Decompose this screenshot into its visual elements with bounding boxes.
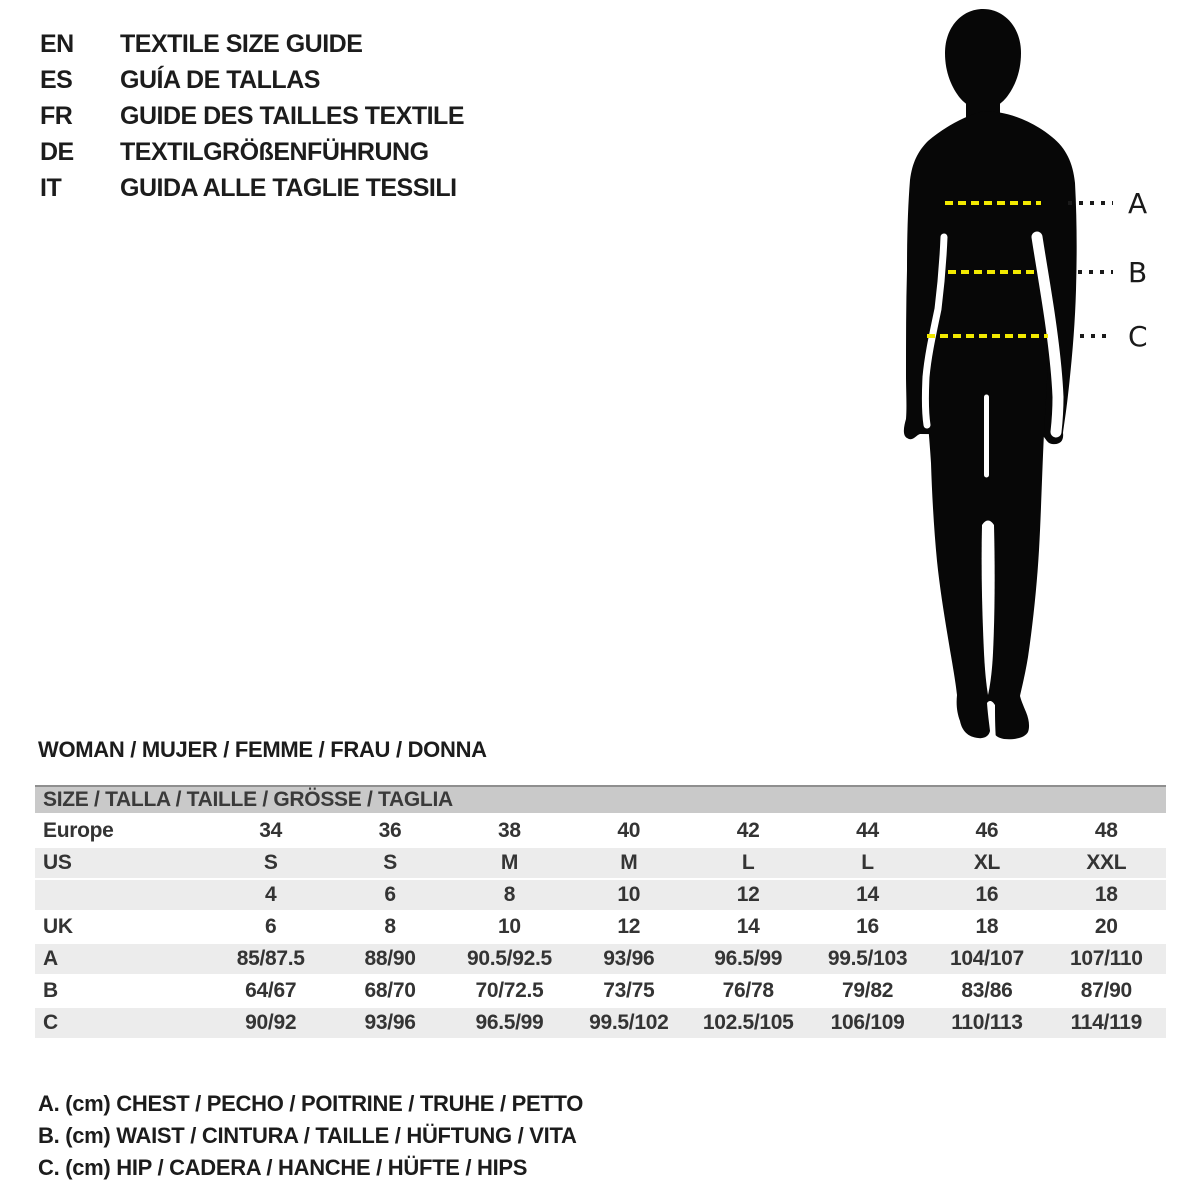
section-title: WOMAN / MUJER / FEMME / FRAU / DONNA (38, 737, 487, 762)
size-value: 93/96 (603, 947, 655, 970)
size-value: 93/96 (364, 1011, 416, 1034)
guide-title: TEXTILGRÖßENFÜHRUNG (120, 137, 429, 166)
language-row (40, 26, 464, 62)
row-label: UK (43, 915, 73, 938)
size-value: 36 (378, 819, 402, 842)
size-value: XXL (1086, 851, 1127, 874)
size-value: 107/110 (1069, 947, 1143, 970)
measurement-legend (38, 1088, 583, 1184)
size-value: 40 (617, 819, 641, 842)
language-code: ES (40, 65, 73, 94)
size-value: 6 (384, 883, 396, 906)
table-row (35, 848, 1166, 880)
row-label: B (43, 979, 58, 1002)
size-value: 48 (1094, 819, 1118, 842)
size-value: XL (973, 851, 1001, 874)
size-value: L (861, 851, 874, 874)
size-value: 88/90 (364, 947, 416, 970)
table-row (35, 912, 1166, 944)
size-value: 38 (498, 819, 521, 842)
language-code: IT (40, 173, 62, 202)
size-value: 79/82 (842, 979, 894, 1002)
legend-line: C. (cm) HIP / CADERA / HANCHE / HÜFTE / HIPS (38, 1155, 528, 1180)
size-value: 96.5/99 (475, 1011, 544, 1034)
size-value: 18 (1094, 883, 1118, 906)
row-label: Europe (43, 819, 114, 842)
silhouette-body (904, 9, 1077, 740)
language-row (40, 62, 464, 98)
size-value: 90.5/92.5 (466, 947, 552, 970)
size-table (35, 785, 1166, 1040)
size-value: 87/90 (1080, 979, 1132, 1002)
table-row (35, 976, 1166, 1008)
size-value: 14 (856, 883, 879, 906)
guide-title: GUÍA DE TALLAS (120, 65, 320, 94)
size-value: 104/107 (950, 947, 1024, 970)
size-value: 85/87.5 (236, 947, 305, 970)
size-value: L (741, 851, 755, 874)
size-value: 12 (736, 883, 760, 906)
size-value: 99.5/103 (827, 947, 908, 970)
language-code: EN (40, 29, 74, 58)
table-row (35, 880, 1166, 912)
size-value: 8 (384, 915, 396, 938)
row-label: A (43, 947, 58, 970)
size-value: 12 (617, 915, 641, 938)
size-value: 18 (975, 915, 999, 938)
row-label: US (43, 851, 72, 874)
size-value: 34 (259, 819, 283, 842)
size-value: 70/72.5 (475, 979, 544, 1002)
language-code: FR (40, 101, 73, 130)
woman-silhouette (880, 5, 1200, 745)
legend-line: B. (cm) WAIST / CINTURA / TAILLE / HÜFTUNG / VITA (38, 1123, 577, 1148)
size-value: 4 (264, 883, 277, 906)
size-value: 68/70 (364, 979, 416, 1002)
size-value: 20 (1094, 915, 1118, 938)
size-value: 10 (617, 883, 641, 906)
table-row (35, 944, 1166, 976)
size-value: 16 (856, 915, 879, 938)
size-table-header: SIZE / TALLA / TAILLE / GRÖSSE / TAGLIA (35, 785, 1166, 813)
language-row (40, 98, 464, 134)
size-value: 64/67 (245, 979, 297, 1002)
size-value: 114/119 (1070, 1011, 1143, 1034)
size-value: 102.5/105 (702, 1011, 794, 1034)
table-row (35, 816, 1166, 848)
size-value: 96.5/99 (714, 947, 783, 970)
size-value: M (620, 851, 638, 874)
row-label: C (43, 1011, 58, 1034)
language-row (40, 170, 464, 206)
size-value: 46 (975, 819, 999, 842)
size-value: 10 (498, 915, 521, 938)
size-value: 90/92 (245, 1011, 297, 1034)
size-figure (880, 5, 1200, 745)
language-guide (40, 26, 464, 206)
size-value: 76/78 (722, 979, 774, 1002)
hip-label: C (1128, 320, 1148, 353)
size-value: S (263, 851, 278, 874)
language-row (40, 134, 464, 170)
size-value: S (383, 851, 397, 874)
language-code: DE (40, 137, 74, 166)
size-value: 106/109 (830, 1011, 905, 1034)
chest-label: A (1128, 187, 1148, 220)
guide-title: TEXTILE SIZE GUIDE (120, 29, 363, 58)
guide-title: GUIDE DES TAILLES TEXTILE (120, 101, 465, 130)
size-value: 8 (503, 883, 516, 906)
size-value: 99.5/102 (589, 1011, 669, 1034)
legend-line: A. (cm) CHEST / PECHO / POITRINE / TRUHE / PETTO (38, 1091, 584, 1116)
waist-label: B (1128, 256, 1148, 289)
table-row (35, 1008, 1166, 1040)
size-value: 44 (856, 819, 879, 842)
size-value: 110/113 (951, 1011, 1023, 1034)
size-value: 6 (264, 915, 277, 938)
size-value: 42 (736, 819, 760, 842)
size-value: 73/75 (603, 979, 655, 1002)
size-value: 14 (736, 915, 760, 938)
size-value: M (500, 851, 519, 874)
size-value: 16 (975, 883, 999, 906)
size-value: 83/86 (961, 979, 1013, 1002)
guide-title: GUIDA ALLE TAGLIE TESSILI (120, 173, 457, 202)
size-table-body (35, 816, 1166, 1040)
